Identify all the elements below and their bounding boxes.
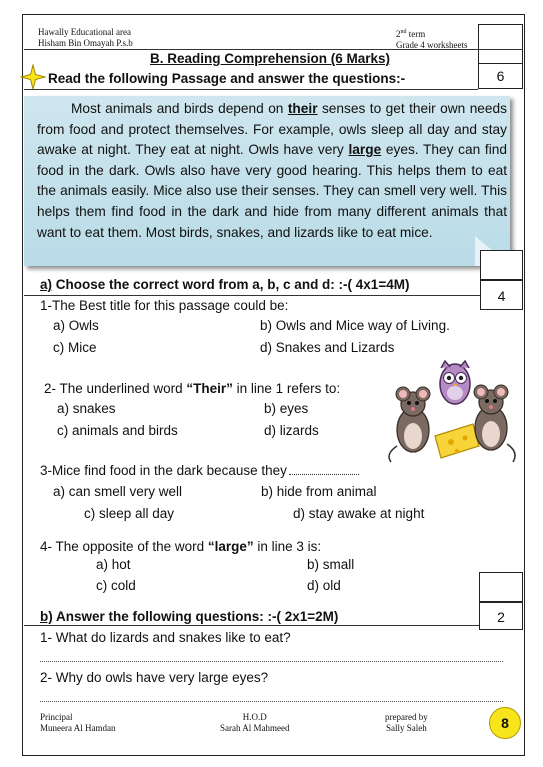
page-number-badge: 8 xyxy=(489,707,521,739)
header-score-box xyxy=(478,24,523,64)
q2-option-c: c) animals and birds xyxy=(57,423,178,438)
part-b-marks-box: 2 xyxy=(479,602,523,630)
star-icon xyxy=(20,64,46,90)
q4-option-a: a) hot xyxy=(96,557,131,572)
q4-option-d: d) old xyxy=(307,578,341,593)
section-marks-box: 6 xyxy=(478,63,523,89)
section-title: B. Reading Comprehension (6 Marks) xyxy=(150,51,391,66)
q3-option-a: a) can smell very well xyxy=(53,484,183,499)
owl-icon xyxy=(440,361,470,404)
cheese-icon xyxy=(435,424,479,458)
q1-option-a: a) Owls xyxy=(53,318,99,333)
q3-option-d: d) stay awake at night xyxy=(293,506,425,521)
q3-option-b: b) hide from animal xyxy=(261,484,377,499)
q2-text: 2- The underlined word “Their” in line 1 refers to: xyxy=(44,381,341,396)
q3-blank xyxy=(289,474,359,475)
q2-option-d: d) lizards xyxy=(264,423,319,438)
part-a-heading: a) Choose the correct word from a, b, c and d: :-( 4x1=4M) xyxy=(40,277,410,292)
mouse-right-icon xyxy=(474,385,515,462)
pb-q1-text: 1- What do lizards and snakes like to eat? xyxy=(40,630,291,645)
mouse-left-icon xyxy=(389,387,430,462)
footer-principal: Principal Muneera Al Hamdan xyxy=(40,712,116,733)
footer-hod: H.O.D Sarah Al Mahmeed xyxy=(220,712,290,733)
part-a-marks-box: 4 xyxy=(480,280,523,310)
q4-option-c: c) cold xyxy=(96,578,136,593)
school-area: Hawally Educational area xyxy=(38,27,131,37)
part-b-heading: b) Answer the following questions: :-( 2x1=2M) xyxy=(40,609,339,624)
term-info xyxy=(396,27,467,51)
grade-line: Grade 4 worksheets xyxy=(396,40,468,50)
q4-text: 4- The opposite of the word “large” in line 3 is: xyxy=(40,539,322,554)
part-a-divider xyxy=(24,295,480,296)
part-b-divider xyxy=(24,625,479,626)
q4-option-b: b) small xyxy=(307,557,355,572)
q1-text: 1-The Best title for this passage could be: xyxy=(40,298,289,313)
q3-text: 3-Mice find food in the dark because they xyxy=(40,463,359,478)
underlined-large: large xyxy=(348,142,382,158)
part-a-score-box xyxy=(480,250,523,280)
term-line: 2nd term xyxy=(396,29,426,39)
underlined-their: their xyxy=(287,101,318,116)
q1-option-b: b) Owls and Mice way of Living. xyxy=(260,318,450,333)
q2-option-b: b) eyes xyxy=(264,401,309,416)
q1-option-d: d) Snakes and Lizards xyxy=(260,340,395,355)
passage-text: Most animals and birds depend on their senses to get their own needs from food and protect themselves. For example, owls sleep all day and stay awake at night. They eat at night. Owls have very large eyes. They can find food in the dark. Owls also have very good hearing. This helps them to eat the animals easily. Mice also use their senses. They can smell very well. This helps them find food in the dark and hide from many different animals that want to eat them. Most birds, snakes, and lizards like to eat mice. xyxy=(37,101,507,240)
pb-q2-text: 2- Why do owls have very large eyes? xyxy=(40,670,269,685)
mice-owl-illustration xyxy=(383,358,523,468)
instruction: Read the following Passage and answer the questions:- xyxy=(48,71,406,86)
q3-option-c: c) sleep all day xyxy=(84,506,175,521)
pb-q2-answer-line[interactable] xyxy=(40,701,503,702)
school-name: Hisham Bin Omayah P.s.b xyxy=(38,38,133,48)
part-b-score-box xyxy=(479,572,523,602)
instruction-divider xyxy=(24,89,478,90)
q1-option-c: c) Mice xyxy=(53,340,97,355)
pb-q1-answer-line[interactable] xyxy=(40,661,503,662)
footer-prepared: prepared by Sally Saleh xyxy=(385,712,428,733)
q2-option-a: a) snakes xyxy=(57,401,116,416)
school-info xyxy=(38,27,133,49)
header-divider xyxy=(24,49,523,50)
